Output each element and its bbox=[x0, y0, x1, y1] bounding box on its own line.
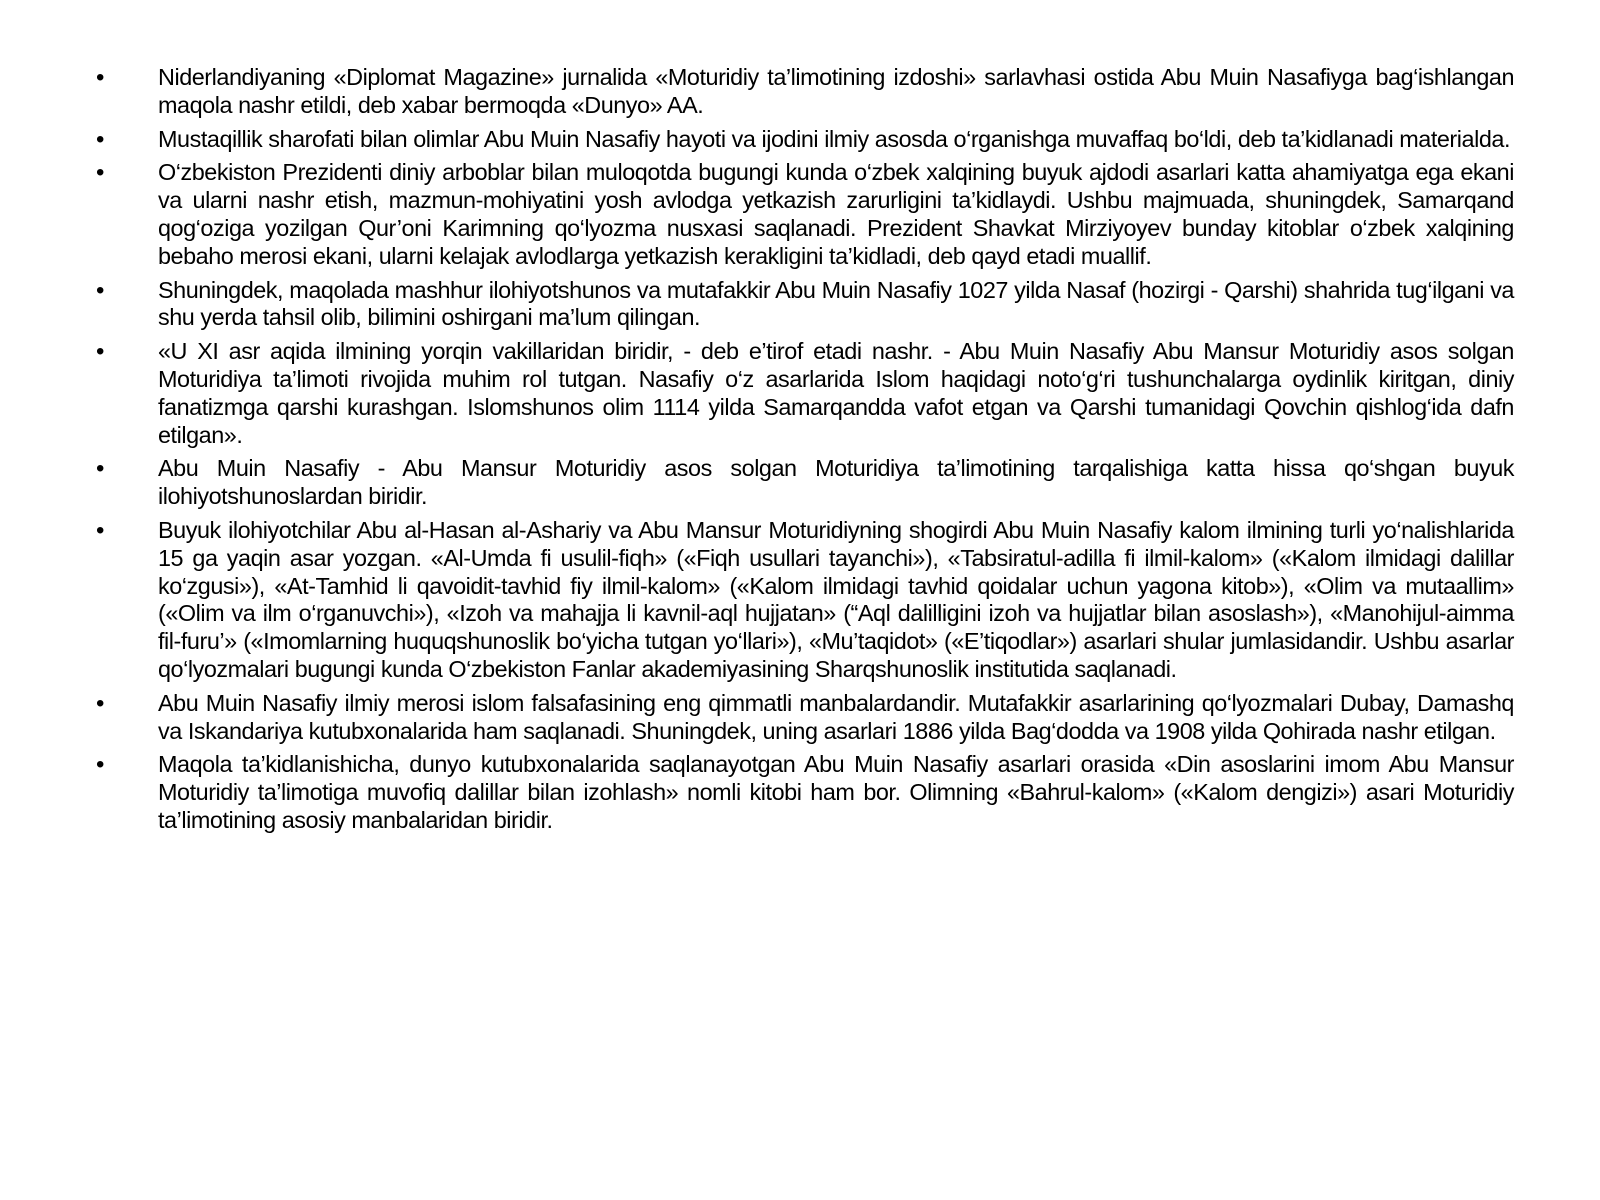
bullet-icon: • bbox=[96, 455, 105, 483]
paragraph-text: O‘zbekiston Prezidenti diniy arboblar bilan muloqotda bugungi kunda o‘zbek xalqining buyuk ajdodi asarlari katta ahamiyatga ega ekani va ularni nashr etish, mazmun-mohiyatini yosh avlodga yetkazish zarurligini ta’kidlaydi. Ushbu majmuada, shuningdek, Samarqand qog‘oziga yozilgan Qur’oni Karimning qo‘lyozma nusxasi saqlanadi. Prezident Shavkat Mirziyoyev bunday kitoblar o‘zbek xalqining bebaho merosi ekani, ularni kelajak avlodlarga yetkazish kerakligini ta’kidladi, deb qayd etadi muallif. bbox=[158, 159, 1514, 269]
bullet-icon: • bbox=[96, 276, 105, 304]
paragraph-text: Shuningdek, maqolada mashhur ilohiyotshunos va mutafakkir Abu Muin Nasafiy 1027 yilda Nasaf (hozirgi - Qarshi) shahrida tug‘ilgani va shu yerda tahsil olib, bilimini oshirgani ma’lum qilingan. bbox=[158, 276, 1514, 331]
list-item bbox=[94, 64, 1514, 120]
bullet-list bbox=[94, 64, 1514, 841]
list-item bbox=[94, 338, 1514, 449]
bullet-icon: • bbox=[96, 125, 105, 153]
list-item bbox=[94, 455, 1514, 511]
paragraph-text: Abu Muin Nasafiy - Abu Mansur Moturidiy asos solgan Moturidiya ta’limotining tarqalishiga katta hissa qo‘shgan buyuk ilohiyotshunoslardan biridir. bbox=[158, 455, 1514, 510]
paragraph-text: Mustaqillik sharofati bilan olimlar Abu Muin Nasafiy hayoti va ijodini ilmiy asosda o‘rganishga muvaffaq bo‘ldi, deb ta’kidlanadi materialda. bbox=[158, 125, 1510, 152]
bullet-icon: • bbox=[96, 338, 105, 366]
list-item bbox=[94, 517, 1514, 684]
bullet-icon: • bbox=[96, 159, 105, 187]
paragraph-text: Abu Muin Nasafiy ilmiy merosi islom falsafasining eng qimmatli manbalardandir. Mutafakkir asarlarining qo‘lyozmalari Dubay, Damashq va Iskandariya kutubxonalarida ham saqlanadi. Shuningdek, uning asarlari 1886 yilda Bag‘dodda va 1908 yilda Qohirada nashr etilgan. bbox=[158, 689, 1514, 744]
paragraph-text: «U XI asr aqida ilmining yorqin vakillaridan biridir, - deb e’tirof etadi nashr. - Abu Muin Nasafiy Abu Mansur Moturidiy asos solgan Moturidiya ta’limoti rivojida muhim rol tutgan. Nasafiy o‘z asarlarida Islom haqidagi noto‘g‘ri tushunchalarga oydinlik kiritgan, diniy fanatizmga qarshi kurashgan. Islomshunos olim 1114 yilda Samarqandda vafot etgan va Qarshi tumanidagi Qovchin qishlog‘ida dafn etilgan». bbox=[158, 338, 1514, 448]
paragraph-text: Buyuk ilohiyotchilar Abu al-Hasan al-Ashariy va Abu Mansur Moturidiyning shogirdi Abu Muin Nasafiy kalom ilmining turli yo‘nalishlarida 15 ga yaqin asar yozgan. «Al-Umda fi usulil-fiqh» («Fiqh usullari tayanchi»), «Tabsiratul-adilla fi ilmil-kalom» («Kalom ilmidagi dalillar ko‘zgusi»), «At-Tamhid li qavoidit-tavhid fiy ilmil-kalom» («Kalom ilmidagi tavhid qoidalar uchun yagona kitob»), «Olim va mutaallim» («Olim va ilm o‘rganuvchi»), «Izoh va mahajja li kavnil-aql hujjatan» (“Aql dalilligini izoh va hujjatlar bilan asoslash»), «Manohijul-aimma fil-furu’» («Imomlarning huquqshunoslik bo‘yicha tutgan yo‘llari»), «Mu’taqidot» («E’tiqodlar») asarlari shular jumlasidandir. Ushbu asarlar qo‘lyozmalari bugungi kunda O‘zbekiston Fanlar akademiyasining Sharqshunoslik institutida saqlanadi. bbox=[158, 516, 1514, 682]
bullet-icon: • bbox=[96, 64, 105, 91]
bullet-icon: • bbox=[96, 751, 105, 779]
list-item bbox=[94, 751, 1514, 834]
paragraph-text: Niderlandiyaning «Diplomat Magazine» jurnalida «Moturidiy ta’limotining izdoshi» sarlavhasi ostida Abu Muin Nasafiyga bag‘ishlangan maqola nashr etildi, deb xabar bermoqda «Dunyo» AA. bbox=[158, 64, 1514, 118]
bullet-icon: • bbox=[96, 516, 105, 544]
list-item bbox=[94, 159, 1514, 270]
paragraph-text: Maqola ta’kidlanishicha, dunyo kutubxonalarida saqlanayotgan Abu Muin Nasafiy asarlari orasida «Din asoslarini imom Abu Mansur Moturidiy ta’limotiga muvofiq dalillar bilan izohlash» nomli kitobi ham bor. Olimning «Bahrul-kalom» («Kalom dengizi») asari Moturidiy ta’limotining asosiy manbalaridan biridir. bbox=[158, 751, 1514, 833]
list-item bbox=[94, 690, 1514, 746]
list-item bbox=[94, 277, 1514, 333]
bullet-icon: • bbox=[96, 689, 105, 717]
list-item bbox=[94, 126, 1514, 154]
